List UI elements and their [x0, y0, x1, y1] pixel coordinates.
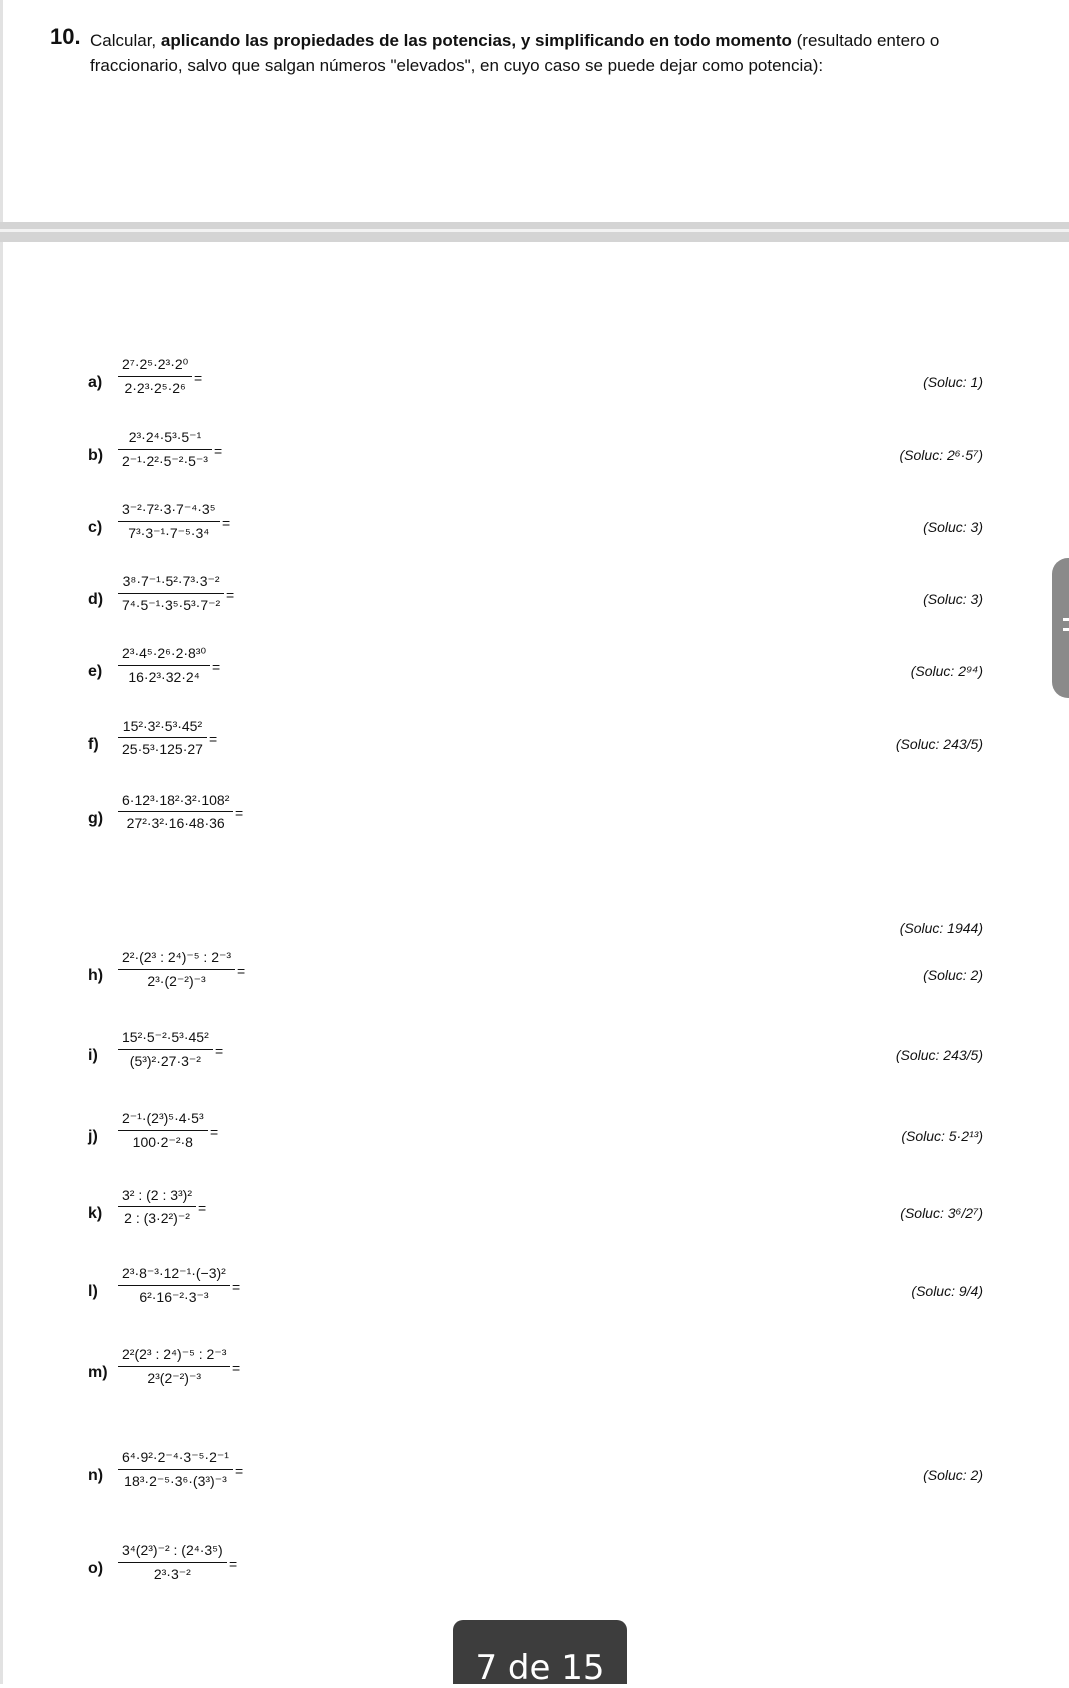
fraction-denominator: (5³)²·27·3⁻²: [129, 1053, 201, 1069]
side-scroll-handle[interactable]: [1052, 558, 1069, 698]
fraction-numerator: 2⁻¹·(2³)⁵·4·5³: [122, 1110, 204, 1126]
equals-sign: =: [198, 1200, 207, 1216]
exercise-label: m): [88, 1364, 108, 1381]
equals-sign: =: [194, 370, 203, 386]
fraction-numerator: 2⁷·2⁵·2³·2⁰: [122, 356, 189, 372]
exercise-fraction: [118, 792, 233, 831]
exercise-solution: (Soluc: 5·2¹³): [901, 1128, 983, 1144]
equals-sign: =: [215, 1043, 224, 1059]
exercise-solution: (Soluc: 3⁶/2⁷): [900, 1205, 983, 1221]
exercise-solution: (Soluc: 243/5): [895, 1047, 983, 1063]
instructions-part-2-bold: aplicando las propiedades de las potencias, y simplificando en todo momento: [160, 31, 792, 50]
exercise-solution: (Soluc: 243/5): [895, 736, 983, 752]
exercise-solution: (Soluc: 2): [923, 967, 983, 983]
equals-sign: =: [235, 1463, 244, 1479]
fraction-numerator: 15²·5⁻²·5³·45²: [122, 1029, 209, 1045]
fraction-numerator: 2²·(2³ : 2⁴)⁻⁵ : 2⁻³: [122, 949, 232, 965]
exercise-label: n): [88, 1467, 104, 1484]
exercise-label: i): [88, 1047, 98, 1064]
instructions-part-3: (resultado entero o fraccionario, salvo que salgan números "elevados", en cuyo caso se puede dejar como potencia):: [90, 31, 940, 75]
exercise-fraction: [118, 1187, 196, 1227]
exercise-fraction: [118, 1265, 230, 1306]
fraction-denominator: 2 : (3·2²)⁻²: [124, 1210, 190, 1226]
exercise-fraction: [118, 1029, 213, 1070]
exercise-number: 10.: [50, 24, 81, 49]
exercise-label: c): [88, 519, 103, 536]
exercise-label: j): [88, 1128, 98, 1145]
equals-sign: =: [229, 1556, 238, 1572]
equals-sign: =: [237, 963, 246, 979]
fraction-denominator: 2⁻¹·2²·5⁻²·5⁻³: [122, 453, 208, 469]
exercise-label: g): [88, 810, 104, 827]
fraction-denominator: 7⁴·5⁻¹·3⁵·5³·7⁻²: [122, 597, 221, 613]
exercise-instructions: [90, 28, 990, 78]
fraction-numerator: 3⁸·7⁻¹·5²·7³·3⁻²: [122, 573, 220, 589]
exercise-fraction: [118, 1346, 230, 1387]
exercise-solution: (Soluc: 1): [923, 374, 983, 390]
exercise-label: b): [88, 447, 104, 464]
exercise-fraction: [118, 949, 235, 990]
exercise-fraction: [118, 356, 192, 396]
equals-sign: =: [226, 587, 235, 603]
fraction-denominator: 25·5³·125·27: [122, 741, 203, 757]
fraction-numerator: 2³·2⁴·5³·5⁻¹: [128, 429, 202, 445]
exercise-fraction: [118, 573, 224, 614]
equals-sign: =: [210, 1124, 219, 1140]
exercise-label: f): [88, 736, 99, 753]
page-indicator: [453, 1620, 627, 1688]
fraction-denominator: 6²·16⁻²·3⁻³: [139, 1289, 209, 1305]
page-separator-highlight: [0, 229, 1069, 232]
equals-sign: =: [212, 659, 221, 675]
exercise-fraction: [118, 645, 210, 685]
fraction-denominator: 2³·3⁻²: [153, 1566, 191, 1582]
exercise-label: e): [88, 663, 103, 680]
exercise-solution: (Soluc: 3): [923, 519, 983, 535]
fraction-denominator: 100·2⁻²·8: [132, 1134, 193, 1150]
equals-sign: =: [222, 515, 231, 531]
fraction-numerator: 2³·8⁻³·12⁻¹·(−3)²: [122, 1265, 226, 1281]
fraction-denominator: 2³·(2⁻²)⁻³: [147, 973, 206, 989]
fraction-numerator: 15²·3²·5³·45²: [122, 718, 203, 734]
exercise-label: o): [88, 1560, 104, 1577]
instructions-part-1: Calcular,: [90, 31, 161, 50]
fraction-denominator: 2·2³·2⁵·2⁶: [124, 380, 186, 396]
exercise-fraction: [118, 718, 207, 757]
page-left-edge: [0, 0, 3, 1684]
fraction-numerator: 3⁻²·7²·3·7⁻⁴·3⁵: [122, 501, 216, 517]
exercise-solution: (Soluc: 2⁶·5⁷): [899, 447, 983, 463]
exercise-fraction: [118, 501, 220, 542]
exercise-solution: (Soluc: 9/4): [911, 1283, 983, 1299]
exercise-fraction: [118, 1449, 233, 1490]
scroll-handle-grip-top: [1063, 618, 1069, 621]
fraction-denominator: 27²·3²·16·48·36: [126, 815, 225, 831]
exercise-label: a): [88, 374, 103, 391]
exercise-label: d): [88, 591, 104, 608]
exercise-solution: (Soluc: 2): [923, 1467, 983, 1483]
exercise-fraction: [118, 429, 212, 470]
exercise-solution: (Soluc: 2⁹⁴): [910, 663, 983, 679]
equals-sign: =: [209, 731, 218, 747]
fraction-denominator: 7³·3⁻¹·7⁻⁵·3⁴: [128, 525, 210, 541]
exercise-fraction: [118, 1110, 208, 1151]
equals-sign: =: [232, 1279, 241, 1295]
fraction-denominator: 2³(2⁻²)⁻³: [147, 1370, 202, 1386]
fraction-numerator: 6⁴·9²·2⁻⁴·3⁻⁵·2⁻¹: [122, 1449, 229, 1465]
fraction-denominator: 16·2³·32·2⁴: [128, 669, 200, 685]
fraction-numerator: 6·12³·18²·3²·108²: [122, 792, 230, 808]
fraction-numerator: 2²(2³ : 2⁴)⁻⁵ : 2⁻³: [122, 1346, 227, 1362]
exercise-label: l): [88, 1283, 98, 1300]
exercise-label: h): [88, 967, 104, 984]
fraction-numerator: 3⁴(2³)⁻² : (2⁴·3⁵): [122, 1542, 223, 1558]
page-indicator-label: 7 de 15: [475, 1648, 605, 1688]
equals-sign: =: [232, 1360, 241, 1376]
equals-sign: =: [235, 805, 244, 821]
exercise-solution: (Soluc: 1944): [899, 920, 983, 936]
exercise-fraction: [118, 1542, 227, 1583]
scroll-handle-grip-bottom: [1063, 628, 1069, 631]
fraction-numerator: 3² : (2 : 3³)²: [122, 1187, 193, 1203]
exercise-solution: (Soluc: 3): [923, 591, 983, 607]
page-separator: [0, 222, 1069, 242]
equals-sign: =: [214, 443, 223, 459]
fraction-denominator: 18³·2⁻⁵·3⁶·(3³)⁻³: [124, 1473, 227, 1489]
fraction-numerator: 2³·4⁵·2⁶·2·8³⁰: [122, 645, 207, 661]
exercise-label: k): [88, 1205, 103, 1222]
